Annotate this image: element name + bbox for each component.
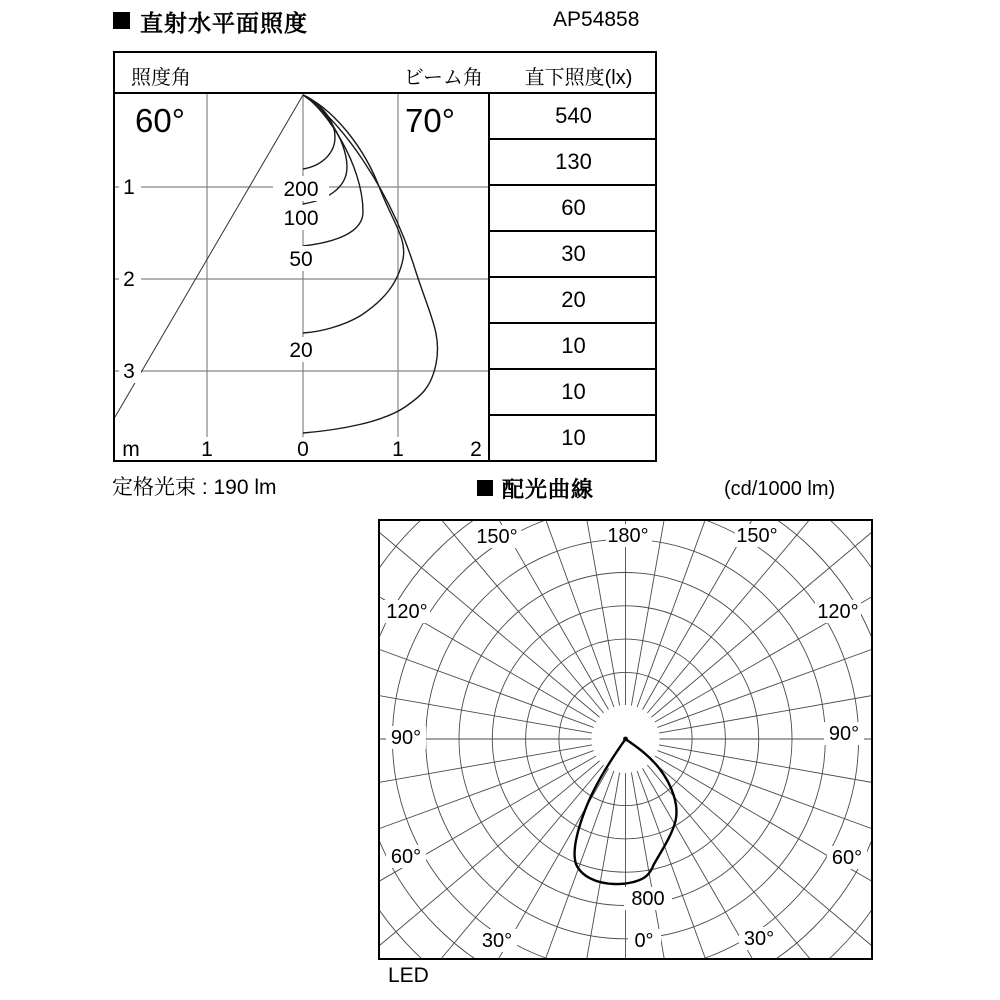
table-row [490, 94, 657, 140]
isolux-chart [115, 94, 488, 460]
angle-label-90-right: 90° [828, 723, 860, 745]
angle-label-150-right: 150° [736, 525, 778, 547]
x-tick-right1: 1 [392, 438, 404, 460]
product-code: AP54858 [553, 8, 640, 31]
square-bullet-icon [477, 480, 493, 496]
angle-label-180: 180° [607, 525, 649, 547]
angle-label-120-left: 120° [386, 601, 428, 623]
contour-label-20: 20 [289, 339, 313, 362]
table-row [490, 324, 657, 370]
y-tick-3: 3 [123, 360, 135, 383]
x-tick-m: m [122, 438, 140, 460]
angle-label-30-left: 30° [481, 930, 513, 952]
isolux-curves [115, 95, 438, 433]
table-row [490, 416, 657, 460]
angle-label-60-left: 60° [390, 846, 422, 868]
contour-label-50: 50 [289, 248, 313, 271]
rated-flux-label: 定格光束 : 190 lm [112, 476, 277, 499]
illuminance-angle-line [115, 95, 303, 417]
ring-value-label: 800 [631, 888, 665, 910]
beam-angle-header: ビーム角 [403, 67, 483, 89]
angle-label-0: 0° [634, 930, 654, 952]
square-bullet-icon [113, 12, 130, 29]
direct-illuminance-value: 540 [555, 103, 592, 128]
direct-illuminance-value: 10 [561, 425, 586, 450]
isolux-grid [115, 94, 488, 460]
table-row [490, 186, 657, 232]
direct-illuminance-column [488, 94, 657, 460]
x-tick-2: 2 [470, 438, 482, 460]
direct-illuminance-value: 10 [561, 333, 586, 358]
beam-angle-contour [303, 95, 438, 433]
direct-illuminance-value: 10 [561, 379, 586, 404]
unit-label: (cd/1000 lm) [724, 478, 836, 500]
direct-illuminance-value: 20 [561, 287, 586, 312]
direct-illuminance-header: 直下照度(lx) [524, 67, 633, 89]
contour-label-200: 200 [283, 178, 319, 201]
x-tick-left1: 1 [201, 438, 213, 460]
angle-label-120-right: 120° [817, 601, 859, 623]
y-tick-1: 1 [123, 176, 135, 199]
isolux-table [113, 51, 657, 462]
table-row [490, 370, 657, 416]
table-row [490, 140, 657, 186]
contour-label-100: 100 [283, 207, 319, 230]
distribution-chart [378, 519, 873, 960]
isolux-contour-200 [303, 95, 335, 169]
source-label: LED [388, 964, 429, 987]
beam-angle-value: 70° [405, 102, 455, 139]
table-row [490, 232, 657, 278]
distribution-chart-svg [378, 519, 873, 960]
table-header-row [115, 53, 655, 94]
section1-title: 直射水平面照度 [140, 10, 308, 36]
angle-label-30-right: 30° [743, 928, 775, 950]
illuminance-angle-header: 照度角 [131, 67, 191, 89]
y-tick-2: 2 [123, 268, 135, 291]
direct-illuminance-value: 30 [561, 241, 586, 266]
angle-label-90-left: 90° [390, 727, 422, 749]
table-row [490, 278, 657, 324]
x-tick-0: 0 [297, 438, 309, 460]
section2-title: 配光曲線 [502, 477, 595, 502]
direct-illuminance-value: 130 [555, 149, 592, 174]
direct-illuminance-value: 60 [561, 195, 586, 220]
illuminance-angle-value: 60° [135, 102, 185, 139]
angle-label-150-left: 150° [476, 526, 518, 548]
isolux-chart-svg [115, 94, 488, 460]
angle-label-60-right: 60° [831, 847, 863, 869]
